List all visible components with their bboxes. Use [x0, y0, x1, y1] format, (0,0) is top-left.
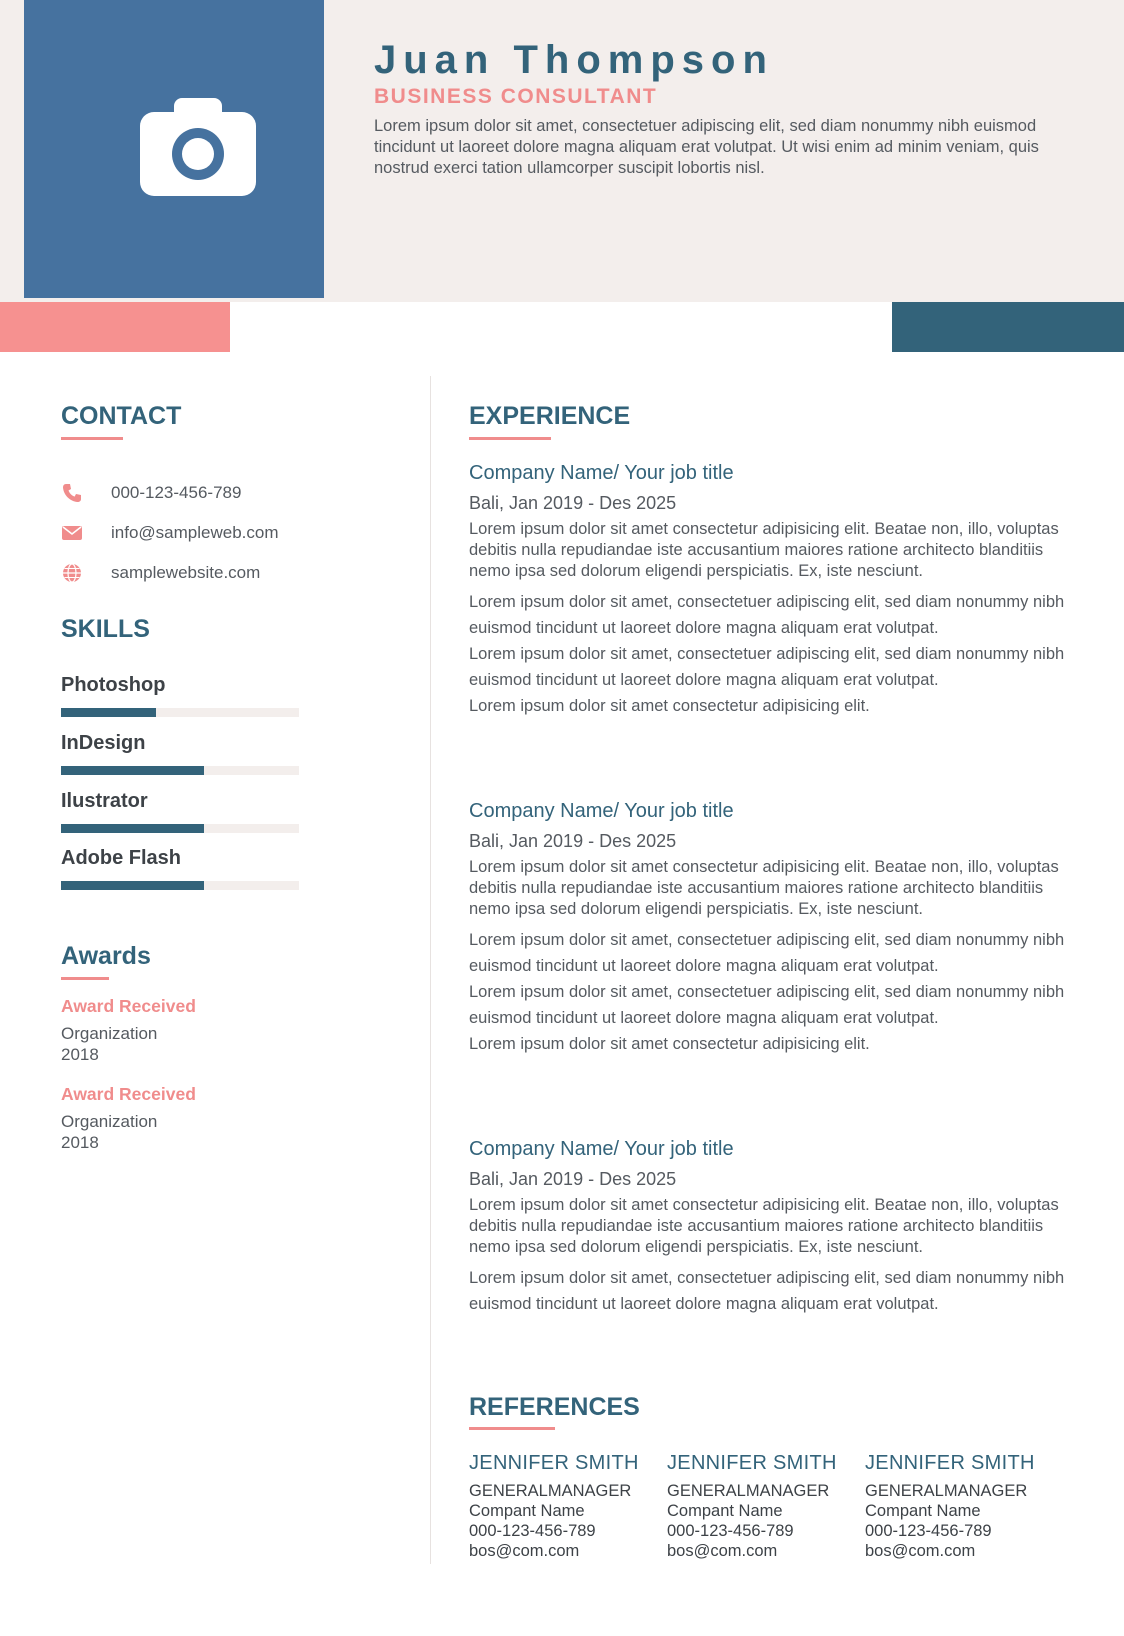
award-item: [61, 1084, 361, 1153]
candidate-role: BUSINESS CONSULTANT: [374, 85, 658, 108]
globe-icon: [61, 562, 83, 584]
job-title: Company Name/ Your job title: [469, 462, 734, 484]
skill-bar-fill: [61, 766, 204, 775]
experience-entry: [469, 462, 1081, 719]
job-description: Lorem ipsum dolor sit amet, consectetuer adipiscing elit, sed diam nonummy nibh euismod tincidunt ut laoreet dolore magna aliquam erat volutpat.: [469, 931, 1065, 975]
candidate-name: Juan Thompson: [374, 38, 774, 82]
job-description: Lorem ipsum dolor sit amet consectetur adipisicing elit.: [469, 1035, 870, 1053]
skill-bar-fill: [61, 708, 156, 717]
skill-item: [61, 847, 301, 870]
awards-heading: Awards: [61, 942, 151, 970]
contact-phone-text: 000-123-456-789: [111, 483, 242, 502]
reference-name: JENNIFER SMITH: [667, 1452, 837, 1474]
award-item: [61, 996, 361, 1065]
job-description: Lorem ipsum dolor sit amet, consectetuer adipiscing elit, sed diam nonummy nibh euismod tincidunt ut laoreet dolore magna aliquam erat volutpat.: [469, 983, 1065, 1027]
camera-icon: [140, 98, 256, 196]
skill-bar-track: [61, 824, 299, 833]
job-description: Lorem ipsum dolor sit amet, consectetuer adipiscing elit, sed diam nonummy nibh euismod tincidunt ut laoreet dolore magna aliquam erat volutpat.: [469, 645, 1065, 689]
experience-heading-underline: [469, 437, 551, 440]
contact-website-text: samplewebsite.com: [111, 563, 261, 582]
reference-email: bos@com.com: [865, 1542, 976, 1560]
reference-company: Compant Name: [667, 1502, 783, 1520]
experience-heading: EXPERIENCE: [469, 402, 631, 430]
experience-entry: [469, 800, 1081, 1057]
experience-entry: [469, 1138, 1081, 1317]
reference-position: GENERALMANAGER: [865, 1482, 1028, 1500]
phone-icon: [61, 482, 83, 504]
accent-band-teal: [892, 302, 1124, 352]
award-organization: Organization: [61, 1024, 158, 1043]
skill-item: [61, 732, 301, 755]
reference-phone: 000-123-456-789: [469, 1522, 596, 1540]
reference-position: GENERALMANAGER: [667, 1482, 830, 1500]
skill-name: Adobe Flash: [61, 847, 182, 869]
skill-item: [61, 674, 301, 697]
reference-company: Compant Name: [469, 1502, 585, 1520]
reference-name: JENNIFER SMITH: [469, 1452, 639, 1474]
job-description: Lorem ipsum dolor sit amet, consectetuer adipiscing elit, sed diam nonummy nibh euismod tincidunt ut laoreet dolore magna aliquam erat volutpat.: [469, 1269, 1065, 1313]
skills-heading: SKILLS: [61, 615, 150, 643]
award-year: 2018: [61, 1045, 99, 1064]
reference-email: bos@com.com: [667, 1542, 778, 1560]
job-date: Bali, Jan 2019 - Des 2025: [469, 831, 677, 851]
contact-email[interactable]: [61, 519, 391, 547]
reference-phone: 000-123-456-789: [667, 1522, 794, 1540]
award-title: Award Received: [61, 1084, 196, 1104]
reference-card: [469, 1452, 659, 1561]
reference-name: JENNIFER SMITH: [865, 1452, 1035, 1474]
contact-heading: CONTACT: [61, 402, 182, 430]
job-description: Lorem ipsum dolor sit amet consectetur adipisicing elit. Beatae non, illo, voluptas debitis nulla repudiandae iste accusantium maiores ratione architecto blanditiis nemo ipsa sed dolorum eligendi perspiciatis. Ex, iste nesciunt.: [469, 1196, 1059, 1256]
envelope-icon: [61, 522, 83, 544]
job-description: Lorem ipsum dolor sit amet consectetur adipisicing elit.: [469, 697, 870, 715]
contact-email-text: info@sampleweb.com: [111, 523, 279, 542]
column-divider: [430, 376, 431, 1564]
skill-bar-fill: [61, 824, 204, 833]
contact-website[interactable]: [61, 559, 391, 587]
award-year: 2018: [61, 1133, 99, 1152]
reference-card: [865, 1452, 1055, 1561]
reference-company: Compant Name: [865, 1502, 981, 1520]
skill-name: InDesign: [61, 732, 146, 754]
job-date: Bali, Jan 2019 - Des 2025: [469, 1169, 677, 1189]
contact-phone[interactable]: [61, 479, 391, 507]
accent-band-pink: [0, 302, 230, 352]
contact-heading-underline: [61, 437, 123, 440]
intro-paragraph: Lorem ipsum dolor sit amet, consectetuer adipiscing elit, sed diam nonummy nibh euismod tincidunt ut laoreet dolore magna aliquam erat volutpat. Ut wisi enim ad minim veniam, quis nostrud exerci tation ullamcorper suscipit lobortis nisl.: [374, 117, 1039, 177]
skill-name: Ilustrator: [61, 790, 148, 812]
job-description: Lorem ipsum dolor sit amet consectetur adipisicing elit. Beatae non, illo, voluptas debitis nulla repudiandae iste accusantium maiores ratione architecto blanditiis nemo ipsa sed dolorum eligendi perspiciatis. Ex, iste nesciunt.: [469, 858, 1059, 918]
skill-bar-fill: [61, 881, 204, 890]
profile-photo-placeholder[interactable]: [24, 0, 324, 298]
references-heading: REFERENCES: [469, 1393, 640, 1421]
job-description: Lorem ipsum dolor sit amet, consectetuer adipiscing elit, sed diam nonummy nibh euismod tincidunt ut laoreet dolore magna aliquam erat volutpat.: [469, 593, 1065, 637]
job-title: Company Name/ Your job title: [469, 800, 734, 822]
reference-email: bos@com.com: [469, 1542, 580, 1560]
references-heading-underline: [469, 1427, 555, 1430]
reference-phone: 000-123-456-789: [865, 1522, 992, 1540]
job-description: Lorem ipsum dolor sit amet consectetur adipisicing elit. Beatae non, illo, voluptas debitis nulla repudiandae iste accusantium maiores ratione architecto blanditiis nemo ipsa sed dolorum eligendi perspiciatis. Ex, iste nesciunt.: [469, 520, 1059, 580]
awards-heading-underline: [61, 977, 109, 980]
skill-bar-track: [61, 881, 299, 890]
award-title: Award Received: [61, 996, 196, 1016]
skill-bar-track: [61, 708, 299, 717]
skill-bar-track: [61, 766, 299, 775]
skill-name: Photoshop: [61, 674, 166, 696]
award-organization: Organization: [61, 1112, 158, 1131]
job-title: Company Name/ Your job title: [469, 1138, 734, 1160]
reference-position: GENERALMANAGER: [469, 1482, 632, 1500]
job-date: Bali, Jan 2019 - Des 2025: [469, 493, 677, 513]
reference-card: [667, 1452, 857, 1561]
skill-item: [61, 790, 301, 813]
